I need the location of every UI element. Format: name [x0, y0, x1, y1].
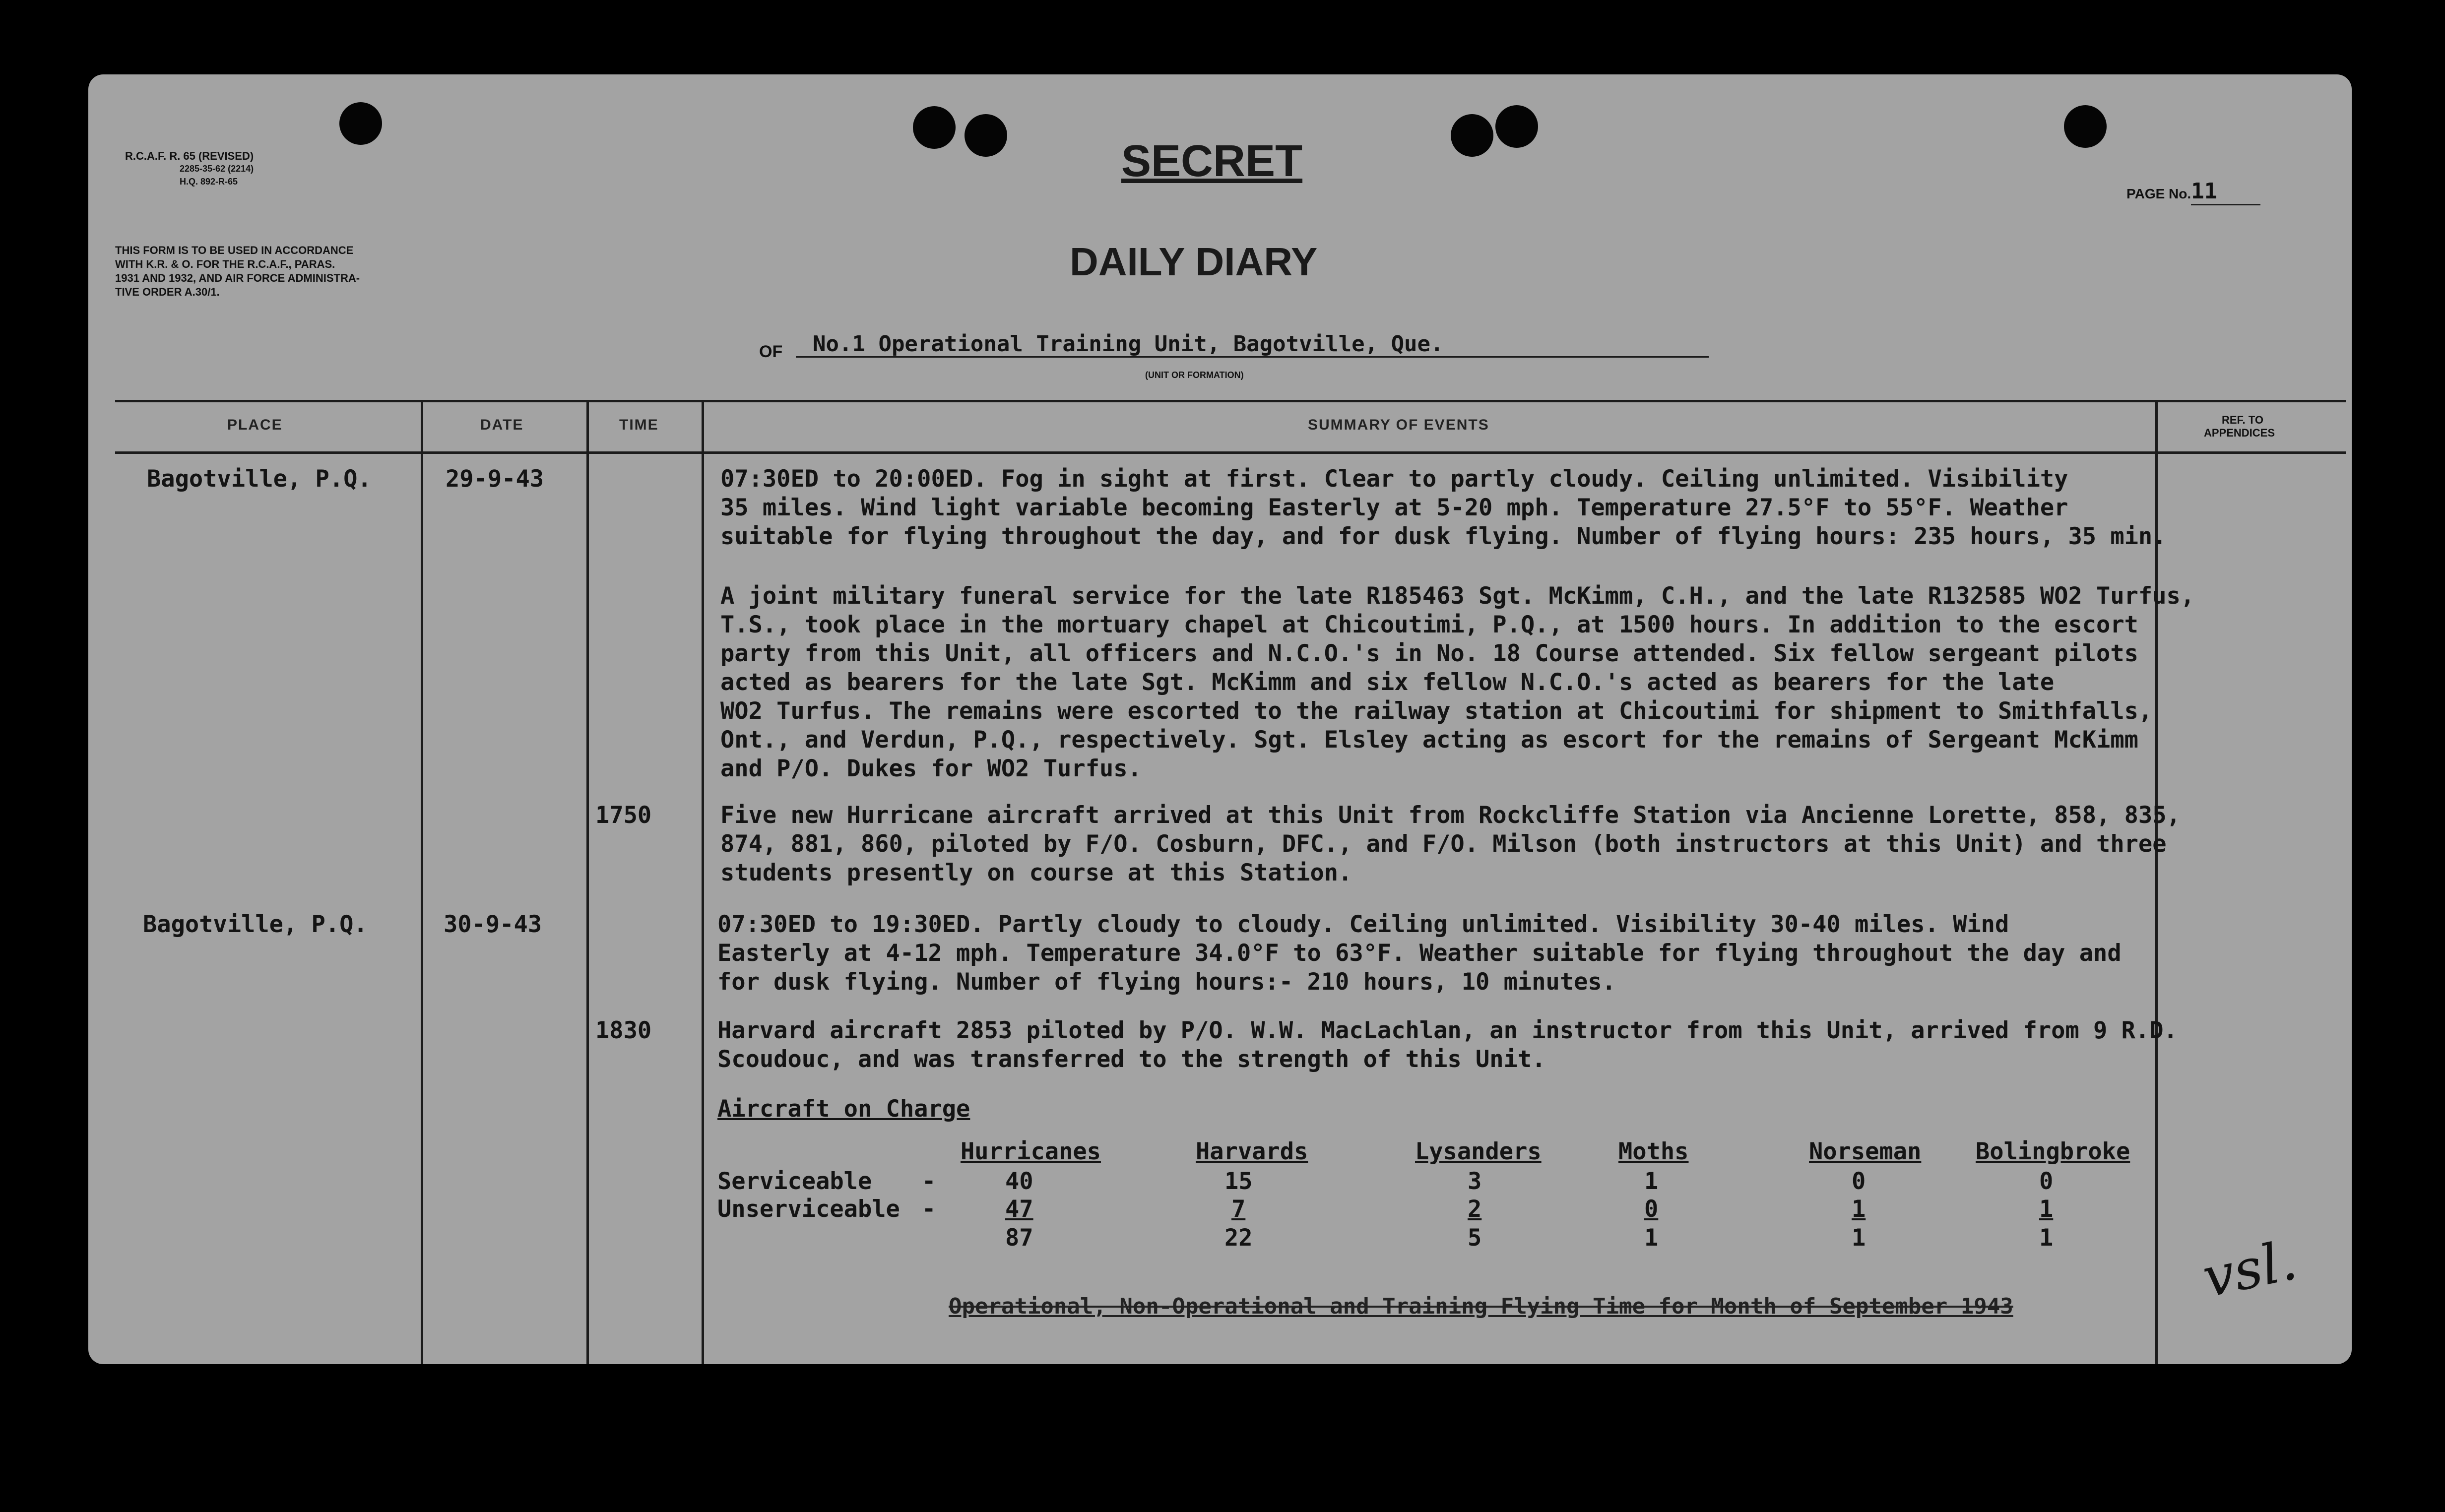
summary-line: acted as bearers for the late Sgt. McKimm and six fellow N.C.O.'s acted as bearers for the late: [720, 669, 2055, 696]
aircraft-type: Harvards: [1196, 1138, 1308, 1165]
column-header-ref: REF. TO: [2222, 414, 2263, 426]
summary-line: Five new Hurricane aircraft arrived at this Unit from Rockcliffe Station via Ancienne Lorette, 858, 835,: [720, 802, 2181, 829]
count-cell: 0: [2039, 1168, 2054, 1195]
binder-hole: [2064, 105, 2107, 148]
count-cell: 47: [1005, 1196, 1033, 1223]
aircraft-type: Bolingbroke: [1976, 1138, 2130, 1165]
summary-line: 07:30ED to 20:00ED. Fog in sight at first. Clear to partly cloudy. Ceiling unlimited. Visibility: [720, 465, 2068, 493]
column-divider: [702, 400, 704, 1364]
summary-line: WO2 Turfus. The remains were escorted to the railway station at Chicoutimi for shipment to Smithfalls,: [720, 697, 2153, 725]
total-cell: 22: [1224, 1224, 1253, 1252]
count-cell: 1: [1644, 1168, 1659, 1195]
total-cell: 1: [1852, 1224, 1866, 1252]
form-note-line: WITH K.R. & O. FOR THE R.C.A.F., PARAS.: [115, 258, 335, 270]
header-divider: [115, 451, 2346, 454]
summary-line: 874, 881, 860, piloted by F/O. Cosburn, DFC., and F/O. Milson (both instructors at this Unit) and three: [720, 830, 2167, 858]
summary-line: students presently on course at this Station.: [720, 859, 1352, 886]
aircraft-type: Hurricanes: [961, 1138, 1101, 1165]
row-dash: -: [922, 1196, 936, 1223]
summary-line: Harvard aircraft 2853 piloted by P/O. W.W. MacLachlan, an instructor from this Unit, arrived from 9 R.D.: [717, 1017, 2178, 1044]
column-header-summary: SUMMARY OF EVENTS: [1308, 417, 1489, 433]
summary-line: Scoudouc, and was transferred to the strength of this Unit.: [717, 1046, 1546, 1073]
binder-hole: [339, 102, 382, 145]
count-cell: 2: [1468, 1196, 1482, 1223]
summary-line: A joint military funeral service for the late R185463 Sgt. McKimm, C.H., and the late R132585 WO2 Turfus,: [720, 582, 2195, 610]
binder-hole: [965, 114, 1007, 157]
summary-line: 07:30ED to 19:30ED. Partly cloudy to cloudy. Ceiling unlimited. Visibility 30-40 miles. Wind: [717, 911, 2009, 938]
summary-line: T.S., took place in the mortuary chapel at Chicoutimi, P.Q., at 1500 hours. In addition to the escort: [720, 611, 2138, 638]
summary-line: for dusk flying. Number of flying hours:- 210 hours, 10 minutes.: [717, 968, 1616, 996]
count-cell: 40: [1005, 1168, 1033, 1195]
column-header-date: DATE: [480, 417, 524, 433]
aircraft-type: Moths: [1618, 1138, 1689, 1165]
column-divider: [421, 400, 423, 1364]
form-note-line: TIVE ORDER A.30/1.: [115, 286, 220, 298]
row-dash: -: [922, 1168, 936, 1195]
aircraft-type: Norseman: [1809, 1138, 1922, 1165]
entry-date: 29-9-43: [446, 465, 544, 493]
form-note-line: 1931 AND 1932, AND AIR FORCE ADMINISTRA-: [115, 272, 360, 284]
summary-line: party from this Unit, all officers and N.C.O.'s in No. 18 Course attended. Six fellow sergeant pilots: [720, 640, 2138, 667]
classification: SECRET: [1121, 136, 1303, 186]
table-top-border: [115, 400, 2346, 402]
page-number-label: [2126, 179, 2260, 205]
total-cell: 1: [1644, 1224, 1659, 1252]
summary-line: Easterly at 4-12 mph. Temperature 34.0°F to 63°F. Weather suitable for flying throughout the day and: [717, 940, 2122, 967]
aircraft-table-title: Aircraft on Charge: [717, 1095, 970, 1123]
form-id-line: R.C.A.F. R. 65 (REVISED): [125, 150, 254, 162]
count-cell: 1: [1852, 1196, 1866, 1223]
total-cell: 1: [2039, 1224, 2054, 1252]
column-header-ref: APPENDICES: [2204, 427, 2275, 439]
binder-hole: [913, 106, 956, 149]
count-cell: 3: [1468, 1168, 1482, 1195]
aircraft-type: Lysanders: [1415, 1138, 1542, 1165]
page-number: 11: [2191, 179, 2260, 205]
summary-line: 35 miles. Wind light variable becoming Easterly at 5-20 mph. Temperature 27.5°F to 55°F. Weather: [720, 494, 2068, 521]
count-cell: 0: [1644, 1196, 1659, 1223]
entry-place: Bagotville, P.Q.: [147, 465, 372, 493]
count-cell: 7: [1231, 1196, 1246, 1223]
row-label: Serviceable: [717, 1168, 872, 1195]
entry-place: Bagotville, P.Q.: [143, 911, 368, 938]
entry-date: 30-9-43: [444, 911, 542, 938]
column-divider: [586, 400, 589, 1364]
unit-caption: (UNIT OR FORMATION): [1145, 370, 1244, 380]
unit-name: No.1 Operational Training Unit, Bagotville, Que.: [813, 331, 1444, 357]
summary-line: Ont., and Verdun, P.Q., respectively. Sgt. Elsley acting as escort for the remains of Sergeant McKimm: [720, 726, 2138, 754]
form-title: DAILY DIARY: [1070, 240, 1318, 284]
total-cell: 5: [1468, 1224, 1482, 1252]
total-cell: 87: [1005, 1224, 1033, 1252]
summary-line: and P/O. Dukes for WO2 Turfus.: [720, 755, 1142, 782]
entry-time: 1830: [595, 1017, 652, 1044]
binder-hole: [1451, 114, 1493, 157]
summary-line: suitable for flying throughout the day, and for dusk flying. Number of flying hours: 235 hours, 35 min.: [720, 523, 2167, 550]
form-id-line: 2285-35-62 (2214): [180, 164, 254, 174]
unit-of-label: OF: [759, 342, 783, 361]
column-header-place: PLACE: [227, 417, 283, 433]
form-note-line: THIS FORM IS TO BE USED IN ACCORDANCE: [115, 244, 354, 256]
entry-time: 1750: [595, 802, 652, 829]
struck-heading: Operational, Non-Operational and Training Flying Time for Month of September 1943: [949, 1294, 2013, 1319]
count-cell: 0: [1852, 1168, 1866, 1195]
handwritten-initials: vsl.: [2197, 1228, 2302, 1310]
binder-hole: [1495, 105, 1538, 148]
form-id-line: H.Q. 892-R-65: [180, 177, 238, 187]
diary-page: [88, 74, 2352, 1364]
count-cell: 15: [1224, 1168, 1253, 1195]
count-cell: 1: [2039, 1196, 2054, 1223]
column-header-time: TIME: [619, 417, 659, 433]
row-label: Unserviceable: [717, 1196, 900, 1223]
page-label: PAGE No.: [2126, 186, 2191, 201]
